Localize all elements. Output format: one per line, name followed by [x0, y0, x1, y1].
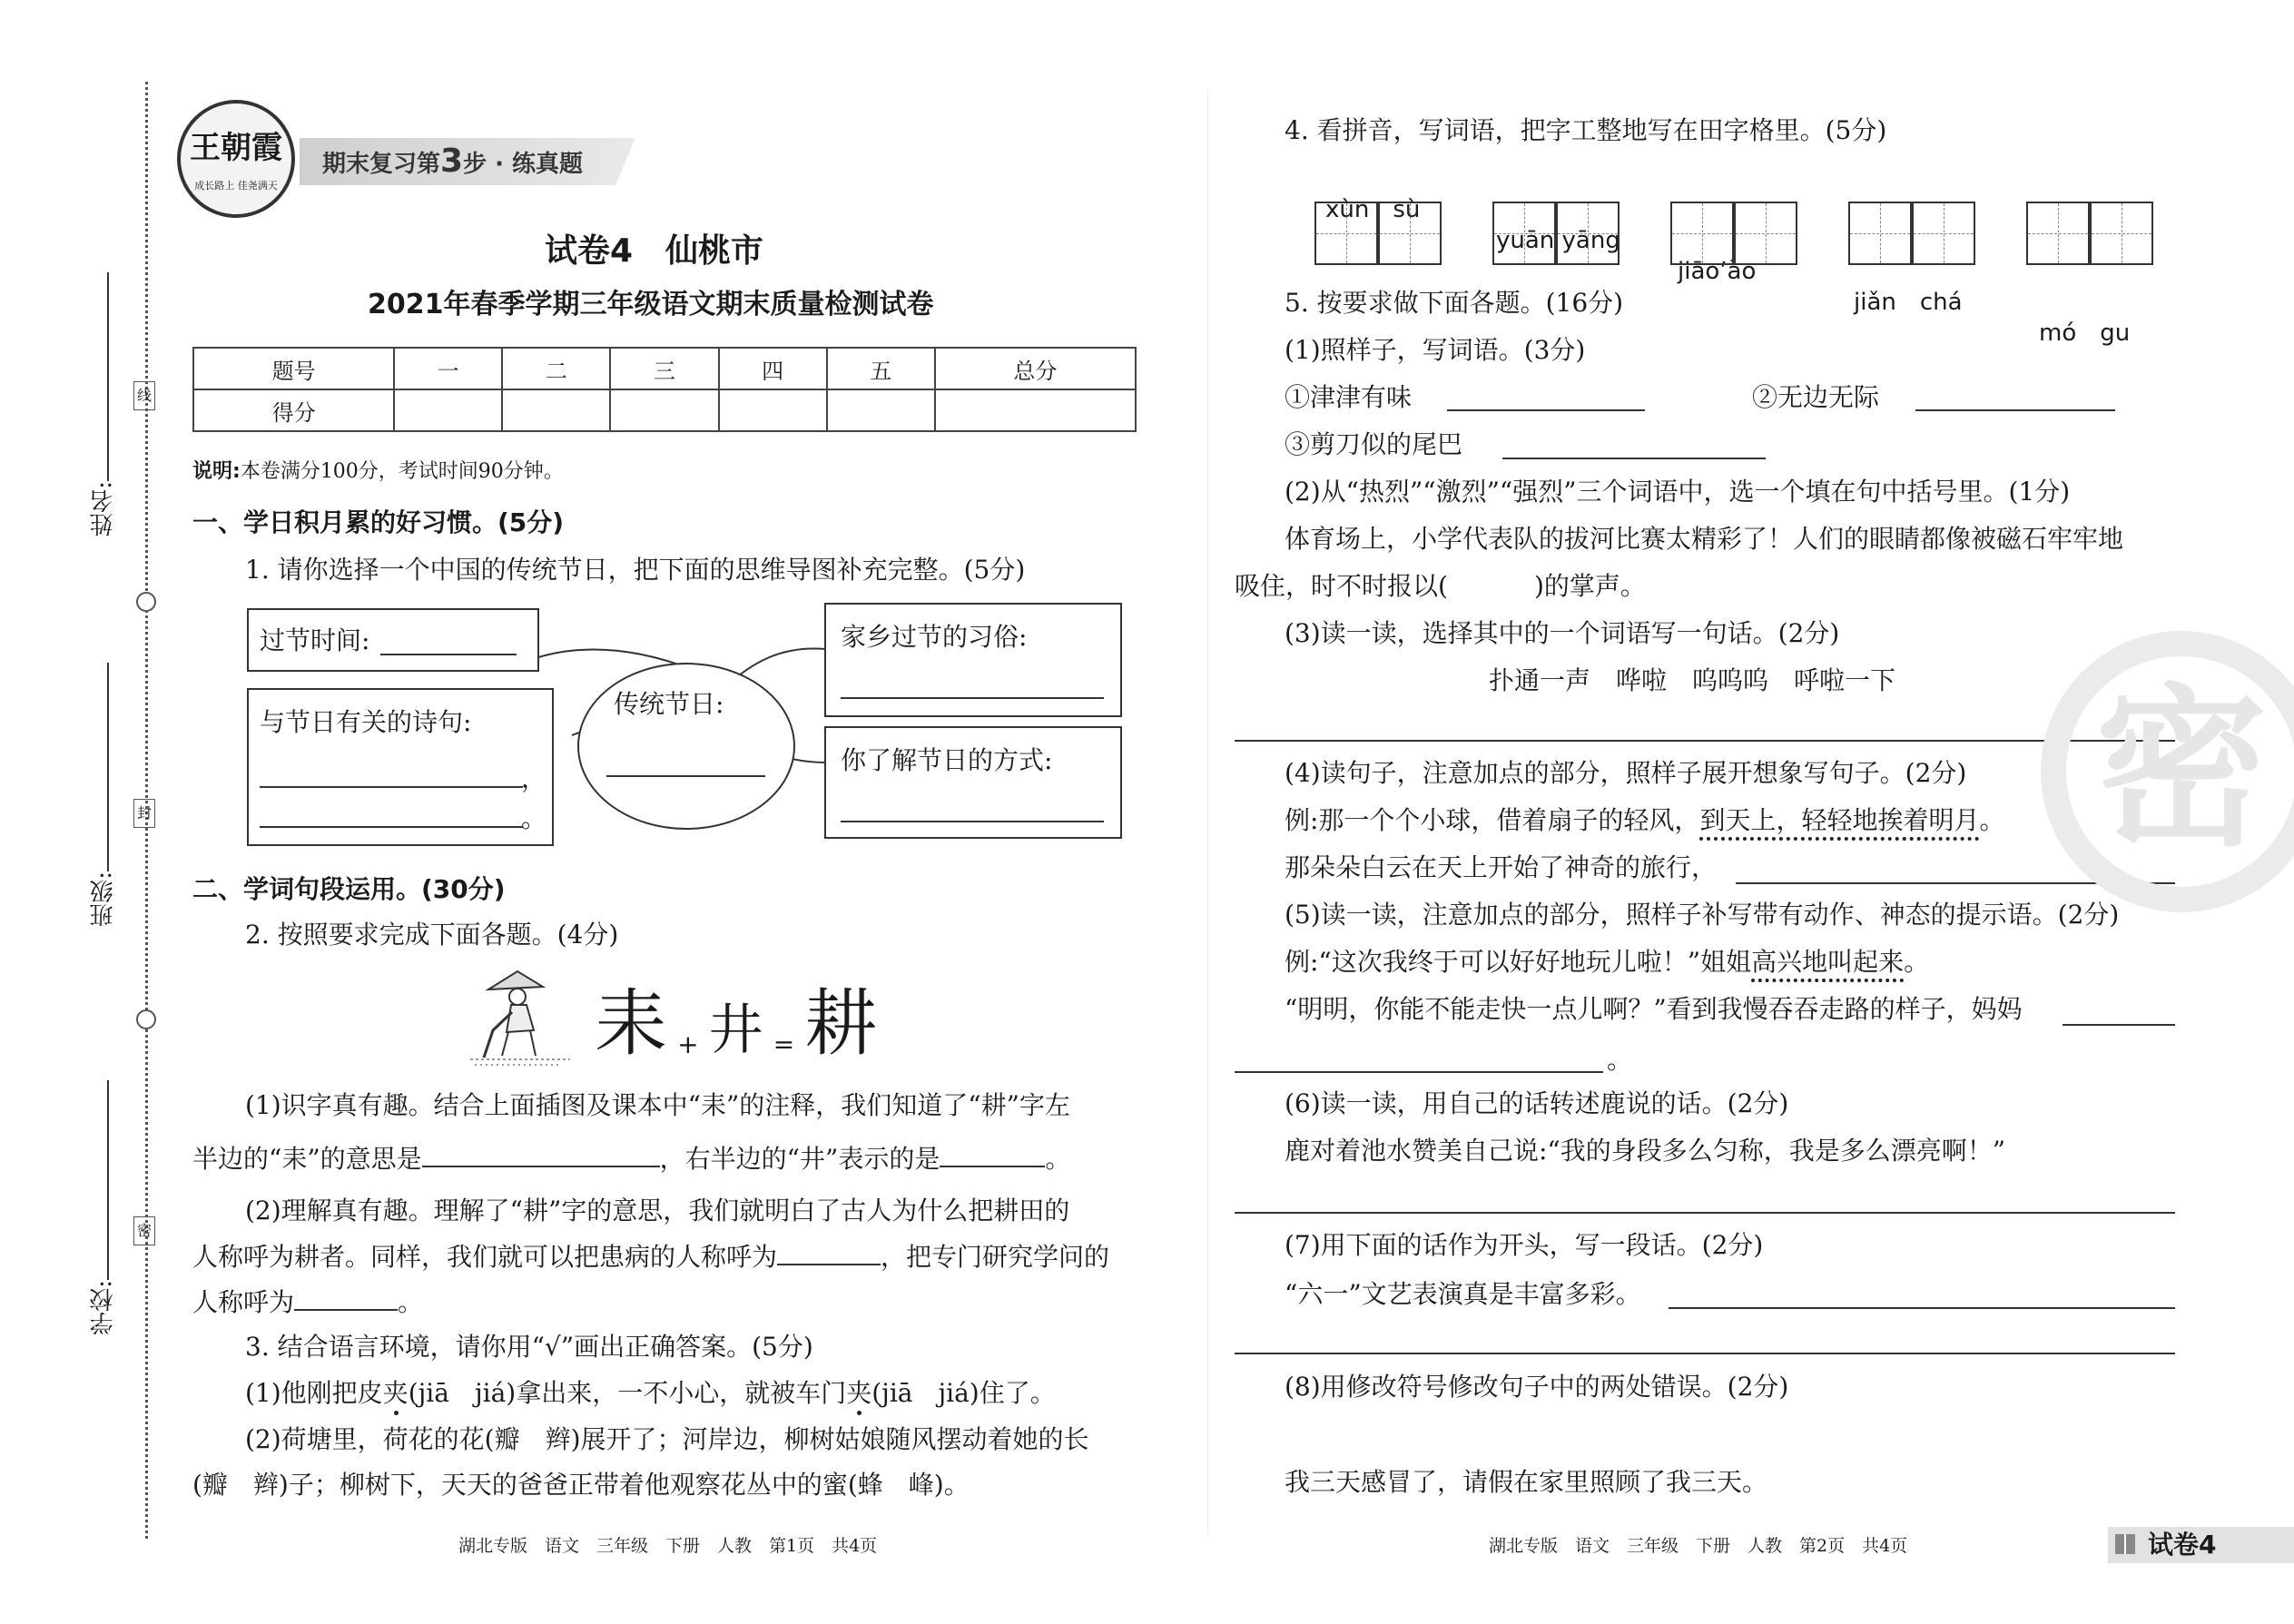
class-field[interactable]	[107, 663, 109, 871]
pinyin-2: yuān yāng	[1496, 227, 1620, 254]
glyph-jing: 井	[708, 999, 763, 1062]
q5-1-a-blank[interactable]	[1447, 386, 1645, 411]
binding-circle-1	[136, 592, 156, 612]
q3-1-post: (jiā jiá)住了。	[871, 1378, 1056, 1408]
q5-1-a: ①津津有味	[1285, 382, 1413, 412]
mindmap-center-blank[interactable]	[606, 752, 765, 777]
q5-1-text: (1)照样子，写词语。(3分)	[1285, 335, 1586, 365]
q2-1-mid: ”的意思是	[307, 1144, 422, 1174]
score-input[interactable]	[610, 389, 718, 431]
score-table	[192, 347, 1137, 432]
q5-7-answer-line-a[interactable]	[1669, 1307, 2175, 1309]
tianzige-box[interactable]	[1670, 202, 1734, 265]
q5-8-sentence: 我三天感冒了，请假在家里照顾了我三天。	[1285, 1467, 1768, 1497]
q2-1-blank-2[interactable]	[940, 1142, 1045, 1167]
glyph-equals: =	[773, 1029, 795, 1059]
q2-1-glyph1: 耒	[281, 1144, 308, 1174]
q2-1-mid2: ，右半边的“	[659, 1144, 800, 1174]
q2-1-glyph2: 井	[800, 1144, 826, 1174]
class-label: 班级:	[90, 871, 117, 927]
q5-1-b: ②无边无际	[1752, 382, 1880, 412]
q2-2-b-post: ，把专门研究学问的	[881, 1242, 1110, 1272]
q2-1-end: 。	[1045, 1144, 1071, 1174]
tianzige-box[interactable]	[2026, 202, 2090, 265]
pinyin-3: jiāo’ào	[1678, 258, 1757, 285]
q5-6-answer-line[interactable]	[1235, 1212, 2175, 1214]
mindmap-way-label: 你了解节日的方式:	[841, 745, 1053, 775]
q5-3-words: 扑通一声 哗啦 呜呜呜 呼啦一下	[1489, 665, 1896, 695]
tianzige-box[interactable]	[2090, 202, 2153, 265]
glyph-equation	[595, 979, 877, 1076]
q5-2-text: (2)从“热烈”“激烈”“强烈”三个词语中，选一个填在句中括号里。(1分)	[1285, 477, 2071, 507]
note-text: 本卷满分100分，考试时间90分钟。	[240, 460, 564, 483]
q5-4-ex-end: 。	[1979, 805, 2005, 835]
score-table-cell: 题号	[193, 348, 394, 389]
q4-text: 4. 看拼音，写词语，把字工整地写在田字格里。(5分)	[1285, 115, 1887, 145]
q2-2-b-pre: 人称呼为耕者。同样，我们就可以把患病的人称呼为	[192, 1242, 778, 1272]
tianzige-box[interactable]	[1314, 202, 1378, 265]
seal-2: 封	[133, 799, 155, 828]
school-label: 学校:	[90, 1280, 117, 1335]
score-input[interactable]	[394, 389, 502, 431]
logo-motto: 成长路上 佳尧满天	[194, 180, 278, 192]
mindmap-center-oval	[577, 663, 795, 830]
q5-1-c-blank[interactable]	[1502, 434, 1766, 459]
q5-text: 5. 按要求做下面各题。(16分)	[1285, 288, 1624, 318]
banner-suffix: 步 · 练真题	[463, 151, 584, 178]
q5-2-b-pre: 吸住，时不时报以(	[1235, 571, 1448, 601]
section2-heading: 二、学词句段运用。(30分)	[192, 874, 506, 904]
q3-2-line-b: (瓣 辫)子；柳树下，天天的爸爸正带着他观察花丛中的蜜(蜂 峰)。	[192, 1470, 970, 1500]
q2-2-line-a: (2)理解真有趣。理解了“耕”字的意思，我们就明白了古人为什么把耕田的	[245, 1196, 1070, 1225]
mindmap-comma: ，	[521, 763, 547, 793]
q2-1-blank-1[interactable]	[422, 1142, 660, 1167]
q2-1-post: ”表示的是	[825, 1144, 940, 1174]
q3-1-mid: (jiā jiá)拿出来，一不小心，就被车门	[408, 1378, 847, 1408]
mindmap-center-label: 传统节日:	[614, 689, 724, 719]
glyph-geng: 耕	[804, 981, 878, 1066]
q5-1-b-blank[interactable]	[1915, 386, 2115, 411]
q3-1-dot-1: 夹	[382, 1378, 409, 1408]
q3-1-pre: (1)他刚把皮	[245, 1378, 383, 1408]
paper-subtitle: 2021年春季学期三年级语文期末质量检测试卷	[368, 289, 934, 320]
q3-2-line-a: (2)荷塘里，荷花的花(瓣 辫)展开了；河岸边，柳树姑娘随风摆动着她的长	[245, 1424, 1089, 1454]
footer-left: 湖北专版 语文 三年级 下册 人教 第1页 共4页	[458, 1536, 878, 1556]
q2-1-line-a: (1)识字真有趣。结合上面插图及课本中“耒”的注释，我们知道了“耕”字左	[245, 1090, 1070, 1120]
note-label: 说明:	[192, 460, 241, 483]
footer-tag: 试卷4	[2148, 1530, 2217, 1560]
tianzige-box[interactable]	[1848, 202, 1912, 265]
score-input[interactable]	[719, 389, 827, 431]
q5-3-text: (3)读一读，选择其中的一个词语写一句话。(2分)	[1285, 618, 1840, 648]
q2-2-line-b	[192, 1240, 1109, 1274]
tianzige-box[interactable]	[1492, 202, 1556, 265]
score-table-cell: 二	[502, 348, 610, 389]
q5-2-b-post: )的掌声。	[1533, 571, 1646, 601]
mindmap-poem-label: 与节日有关的诗句:	[260, 707, 472, 737]
q5-4-ex-dot: 到天上，轻轻地挨着明月	[1699, 805, 1979, 841]
pinyin-1: xùn sù	[1325, 196, 1421, 223]
footer-tag-squares	[2115, 1534, 2135, 1554]
tianzige-box[interactable]	[1912, 202, 1975, 265]
q5-3-answer-line[interactable]	[1235, 740, 2175, 742]
school-field[interactable]	[107, 1080, 109, 1280]
seal-3: 密	[133, 1216, 155, 1245]
q5-1-c: ③剪刀似的尾巴	[1285, 429, 1463, 459]
q5-5-answer-line-b[interactable]	[1235, 1071, 1603, 1073]
tianzige-box[interactable]	[1556, 202, 1620, 265]
logo-text: 王朝霞	[190, 130, 282, 166]
mindmap-custom-label: 家乡过节的习俗:	[841, 622, 1028, 652]
glyph-lei: 耒	[595, 981, 667, 1066]
q2-1-line-b	[192, 1142, 1070, 1176]
q5-5-ex-end: 。	[1904, 947, 1930, 977]
score-table-cell: 三	[610, 348, 718, 389]
q2-1-pre: 半边的“	[192, 1144, 282, 1174]
q2-2-line-c	[192, 1285, 423, 1319]
q5-7-text: (7)用下面的话作为开头，写一段话。(2分)	[1285, 1230, 1764, 1260]
q5-2-line-a: 体育场上，小学代表队的拔河比赛太精彩了！人们的眼睛都像被磁石牢牢地	[1285, 524, 2124, 554]
score-table-cell: 四	[719, 348, 827, 389]
q5-5-answer-line-a[interactable]	[2063, 1024, 2175, 1026]
q2-2-c-pre: 人称呼为	[192, 1287, 295, 1317]
name-label: 姓名:	[90, 481, 117, 536]
banner-step: 3	[440, 143, 464, 180]
section1-heading: 一、学日积月累的好习惯。(5分)	[192, 507, 565, 537]
q5-5-text: (5)读一读，注意加点的部分，照样子补写带有动作、神态的提示语。(2分)	[1285, 900, 2120, 930]
paper-title: 试卷4 仙桃市	[545, 232, 764, 270]
mindmap-way-box	[824, 726, 1122, 839]
q3-1-line	[245, 1377, 1056, 1410]
mindmap-poem-box	[247, 688, 554, 846]
q5-4-line-b: 那朵朵白云在天上开始了神奇的旅行，	[1285, 852, 1718, 882]
farmer-illustration	[470, 967, 570, 1067]
q5-4-text: (4)读句子，注意加点的部分，照样子展开想象写句子。(2分)	[1285, 758, 1967, 788]
tianzige-box[interactable]	[1378, 202, 1442, 265]
tianzige-box[interactable]	[1734, 202, 1797, 265]
q5-6-text: (6)读一读，用自己的话转述鹿说的话。(2分)	[1285, 1088, 1789, 1118]
mindmap-period: 。	[521, 803, 547, 833]
pinyin-4: jiǎn chá	[1854, 289, 1963, 316]
q1-text: 1. 请你选择一个中国的传统节日，把下面的思维导图补充完整。(5分)	[245, 555, 1026, 585]
watermark-text: 密	[2094, 669, 2268, 870]
q2-2-blank-2[interactable]	[294, 1285, 398, 1311]
note	[192, 458, 564, 486]
mindmap-time-box	[247, 608, 539, 672]
score-input[interactable]	[827, 389, 935, 431]
seal-1: 线	[133, 381, 155, 410]
score-table-cell: 总分	[935, 348, 1136, 389]
q3-text: 3. 结合语言环境，请你用“√”画出正确答案。(5分)	[245, 1332, 813, 1362]
mindmap-way-blank[interactable]	[841, 797, 1104, 822]
mindmap-time-label: 过节时间:	[260, 625, 370, 655]
q5-5-ex-dot: 高兴地叫起来	[1751, 947, 1904, 982]
name-field[interactable]	[107, 272, 109, 481]
score-input[interactable]	[502, 389, 610, 431]
q5-7-line-a: “六一”文艺表演真是丰富多彩。	[1285, 1279, 1641, 1309]
banner-prefix: 期末复习第	[322, 151, 441, 178]
page-divider	[1207, 91, 1208, 1534]
footer-right: 湖北专版 语文 三年级 下册 人教 第2页 共4页	[1489, 1536, 1908, 1556]
binding-circle-2	[136, 1009, 156, 1029]
mindmap-poem-blank-2[interactable]	[260, 802, 523, 828]
q3-1-dot-2: 夹	[846, 1378, 872, 1408]
q5-5-line-c: 。	[1607, 1045, 1633, 1075]
q5-7-answer-line-b[interactable]	[1235, 1353, 2175, 1354]
score-table-cell: 五	[827, 348, 935, 389]
mindmap-poem-blank-1[interactable]	[260, 763, 523, 788]
q5-5-ex-pre: 例:“这次我终于可以好好地玩儿啦！”姐姐	[1285, 947, 1752, 977]
q5-8-text: (8)用修改符号修改句子中的两处错误。(2分)	[1285, 1372, 1789, 1402]
score-input[interactable]	[935, 389, 1136, 431]
score-table-score-row	[193, 389, 1136, 431]
pinyin-5: mó gu	[2039, 320, 2131, 347]
banner-text	[322, 143, 583, 182]
mindmap-custom-blank[interactable]	[841, 674, 1104, 699]
q5-4-example	[1285, 804, 2004, 837]
q5-5-line-b: “明明，你能不能走快一点儿啊？”看到我慢吞吞走路的样子，妈妈	[1285, 994, 2023, 1024]
watermark-seal	[2041, 631, 2294, 912]
q2-2-blank-1[interactable]	[777, 1240, 881, 1265]
q2-2-c-end: 。	[398, 1287, 424, 1317]
logo	[177, 100, 295, 218]
mindmap-custom-box	[824, 603, 1122, 717]
score-table-header-row	[193, 348, 1136, 389]
score-table-cell: 得分	[193, 389, 394, 431]
q5-6-line-a: 鹿对着池水赞美自己说:“我的身段多么匀称，我是多么漂亮啊！”	[1285, 1136, 2006, 1166]
mindmap-time-blank[interactable]	[380, 630, 517, 655]
glyph-plus: +	[677, 1029, 699, 1059]
q2-text: 2. 按照要求完成下面各题。(4分)	[245, 920, 619, 950]
q5-4-ex-pre: 例:那一个个小球，借着扇子的轻风，	[1285, 805, 1700, 835]
q5-2-line-b	[1235, 570, 1646, 603]
q5-5-example	[1285, 946, 1929, 979]
score-table-cell: 一	[394, 348, 502, 389]
